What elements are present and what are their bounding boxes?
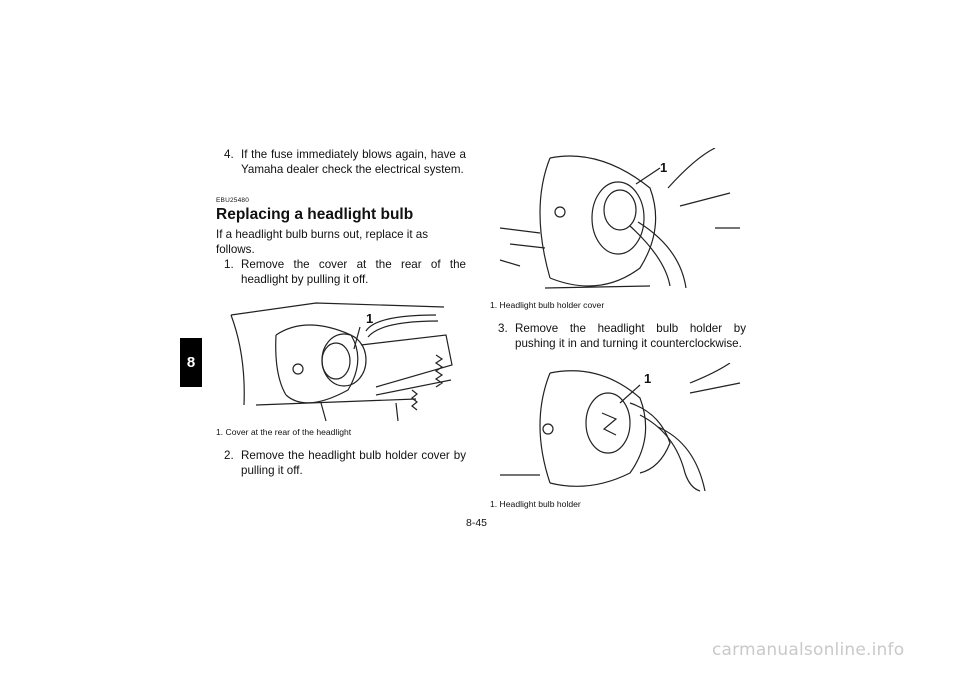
watermark: carmanualsonline.info: [712, 640, 905, 660]
step-4: [216, 147, 466, 177]
step-2: [216, 448, 466, 478]
figure-bulb-holder: [490, 363, 746, 510]
step-text: Remove the headlight bulb holder cover by pulling it off.: [241, 449, 466, 477]
step-text: If the fuse immediately blows again, have a Yamaha dealer check the electrical system.: [241, 148, 466, 176]
bulb-holder-cover-illustration: [490, 148, 746, 296]
figure-caption: 1. Headlight bulb holder cover: [490, 300, 605, 310]
bulb-holder-illustration: [490, 363, 746, 495]
section-heading: Replacing a headlight bulb: [216, 206, 414, 223]
figure-callout: 1: [660, 160, 668, 175]
figure-callout: 1: [644, 371, 652, 386]
page-number: 8-45: [466, 517, 488, 529]
figure-callout: 1: [366, 311, 374, 326]
step-number: 1.: [224, 258, 234, 271]
figure-headlight-rear-cover: [216, 295, 466, 438]
figure-caption: 1. Headlight bulb holder: [490, 499, 581, 509]
step-number: 2.: [224, 449, 234, 462]
right-column: [490, 148, 746, 510]
chapter-tab: 8: [180, 338, 202, 387]
intro-text: If a headlight bulb burns out, replace it as follows.: [216, 228, 429, 256]
step-text: Remove the headlight bulb holder by pushing it in and turning it counterclockwise.: [515, 322, 746, 350]
headlight-rear-illustration: [216, 295, 466, 423]
step-3: [490, 321, 746, 351]
step-number: 4.: [224, 148, 234, 161]
step-number: 3.: [498, 322, 508, 335]
section-code: EBU25480: [216, 197, 250, 204]
step-text: Remove the cover at the rear of the headlight by pulling it off.: [241, 258, 466, 286]
left-column: [216, 147, 466, 478]
figure-caption: 1. Cover at the rear of the headlight: [216, 427, 352, 437]
figure-bulb-holder-cover: [490, 148, 746, 311]
step-1: [216, 257, 466, 287]
